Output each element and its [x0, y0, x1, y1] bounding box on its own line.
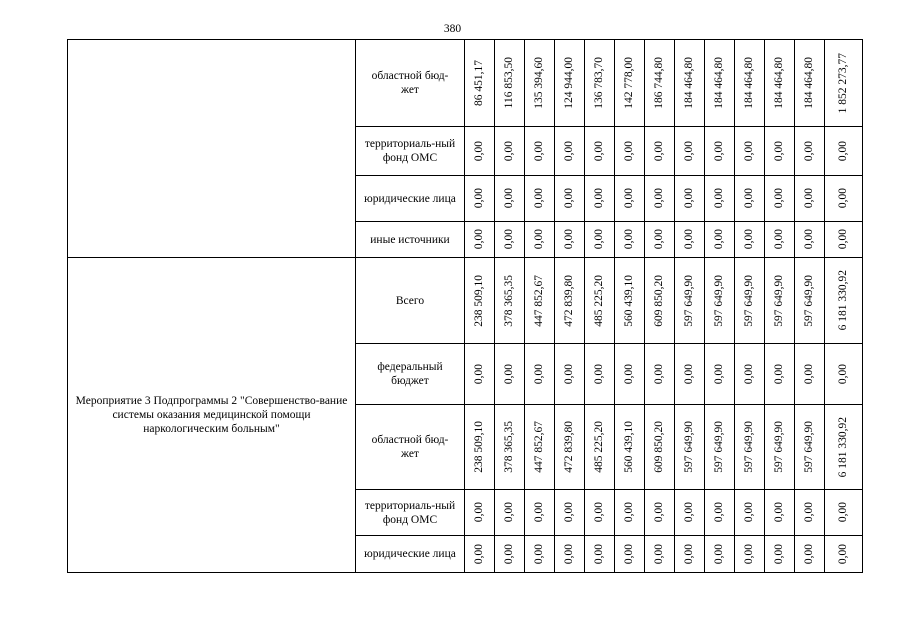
funding-source-label: территориаль-ный фонд ОМС	[364, 499, 456, 526]
amount-value: 0,00	[623, 363, 635, 385]
amount-value: 0,00	[837, 543, 849, 565]
funding-source-cell	[356, 405, 465, 490]
year-value-cell	[585, 258, 615, 344]
year-value-cell	[465, 344, 495, 405]
amount-value: 0,00	[653, 363, 665, 385]
year-value-cell	[615, 222, 645, 258]
amount-value: 186 744,80	[653, 57, 665, 109]
amount-value: 0,00	[533, 543, 545, 565]
year-value-cell	[585, 176, 615, 222]
year-value-cell	[465, 127, 495, 176]
event-cell	[68, 258, 356, 573]
amount-value: 0,00	[503, 188, 515, 209]
event-cell	[68, 40, 356, 258]
year-value-cell	[675, 222, 705, 258]
amount-value: 0,00	[473, 140, 485, 162]
year-value-cell	[465, 405, 495, 490]
year-value-cell	[705, 222, 735, 258]
amount-value: 0,00	[743, 140, 755, 162]
amount-value: 0,00	[743, 229, 755, 250]
funding-source-cell	[356, 490, 465, 536]
amount-value: 597 649,90	[713, 421, 725, 473]
year-value-cell	[705, 176, 735, 222]
year-value-cell	[465, 176, 495, 222]
amount-value: 560 439,10	[623, 421, 635, 473]
amount-value: 597 649,90	[803, 274, 815, 327]
amount-value: 86 451,17	[473, 60, 485, 106]
year-value-cell	[675, 536, 705, 573]
funding-source-label: иные источники	[370, 233, 450, 246]
year-value-cell	[465, 258, 495, 344]
amount-value: 0,00	[683, 502, 695, 523]
event-name: Мероприятие 3 Подпрограммы 2 "Совершенство-вание системы оказания медицинской помощи наркологическим больным"	[75, 395, 348, 435]
amount-value: 0,00	[533, 363, 545, 385]
year-value-cell	[795, 490, 825, 536]
amount-value: 0,00	[623, 543, 635, 565]
amount-value: 238 509,10	[473, 421, 485, 473]
amount-value: 116 853,50	[503, 57, 515, 109]
amount-value: 0,00	[803, 502, 815, 523]
year-value-cell	[795, 258, 825, 344]
table-body	[68, 40, 863, 573]
amount-value: 609 850,20	[653, 274, 665, 327]
amount-value: 597 649,90	[773, 274, 785, 327]
year-value-cell	[585, 490, 615, 536]
year-value-cell	[645, 536, 675, 573]
year-value-cell	[675, 258, 705, 344]
funding-source-label: Всего	[395, 294, 425, 307]
year-value-cell	[525, 258, 555, 344]
amount-value: 135 394,60	[533, 57, 545, 109]
amount-value: 0,00	[533, 502, 545, 523]
amount-value: 0,00	[563, 363, 575, 385]
year-value-cell	[615, 490, 645, 536]
year-value-cell	[615, 127, 645, 176]
year-value-cell	[645, 40, 675, 127]
year-value-cell	[735, 405, 765, 490]
year-value-cell	[555, 490, 585, 536]
year-value-cell	[615, 258, 645, 344]
year-value-cell	[795, 40, 825, 127]
amount-value: 447 852,67	[533, 421, 545, 473]
page-number: 380	[443, 23, 462, 35]
funding-source-cell	[356, 258, 465, 344]
year-value-cell	[705, 344, 735, 405]
year-value-cell	[495, 536, 525, 573]
amount-value: 124 944,00	[563, 57, 575, 109]
year-value-cell	[675, 176, 705, 222]
amount-value: 597 649,90	[803, 421, 815, 473]
year-value-cell	[495, 176, 525, 222]
year-value-cell	[765, 536, 795, 573]
amount-value: 0,00	[803, 229, 815, 250]
amount-value: 0,00	[713, 188, 725, 209]
amount-value: 0,00	[563, 140, 575, 162]
year-value-cell	[525, 127, 555, 176]
year-value-cell	[585, 405, 615, 490]
amount-value: 0,00	[683, 140, 695, 162]
amount-value: 0,00	[773, 363, 785, 385]
amount-value: 0,00	[773, 502, 785, 523]
amount-value: 0,00	[623, 229, 635, 250]
amount-value: 0,00	[503, 229, 515, 250]
total-value-cell	[825, 40, 863, 127]
year-value-cell	[795, 222, 825, 258]
year-value-cell	[555, 222, 585, 258]
amount-value: 1 852 273,77	[837, 52, 849, 114]
amount-value: 0,00	[743, 502, 755, 523]
amount-value: 597 649,90	[743, 274, 755, 327]
funding-source-label: федеральный бюджет	[377, 361, 443, 387]
amount-value: 0,00	[713, 363, 725, 385]
year-value-cell	[795, 176, 825, 222]
amount-value: 0,00	[533, 140, 545, 162]
year-value-cell	[495, 127, 525, 176]
amount-value: 184 464,80	[713, 57, 725, 109]
year-value-cell	[675, 344, 705, 405]
amount-value: 0,00	[563, 543, 575, 565]
year-value-cell	[615, 40, 645, 127]
amount-value: 0,00	[683, 188, 695, 209]
amount-value: 0,00	[623, 502, 635, 523]
year-value-cell	[675, 40, 705, 127]
amount-value: 0,00	[593, 543, 605, 565]
amount-value: 0,00	[743, 363, 755, 385]
amount-value: 0,00	[503, 363, 515, 385]
year-value-cell	[765, 344, 795, 405]
year-value-cell	[495, 490, 525, 536]
year-value-cell	[615, 176, 645, 222]
table-row	[68, 258, 863, 344]
year-value-cell	[735, 258, 765, 344]
amount-value: 485 225,20	[593, 421, 605, 473]
amount-value: 0,00	[773, 229, 785, 250]
amount-value: 0,00	[473, 363, 485, 385]
year-value-cell	[765, 176, 795, 222]
amount-value: 0,00	[473, 543, 485, 565]
amount-value: 472 839,80	[563, 274, 575, 327]
amount-value: 0,00	[593, 363, 605, 385]
year-value-cell	[495, 344, 525, 405]
year-value-cell	[585, 40, 615, 127]
amount-value: 0,00	[803, 363, 815, 385]
amount-value: 0,00	[593, 502, 605, 523]
total-value-cell	[825, 222, 863, 258]
year-value-cell	[705, 127, 735, 176]
funding-source-label: областной бюд-жет	[371, 434, 449, 460]
year-value-cell	[585, 344, 615, 405]
amount-value: 0,00	[683, 363, 695, 385]
year-value-cell	[675, 405, 705, 490]
amount-value: 184 464,80	[803, 57, 815, 109]
year-value-cell	[525, 176, 555, 222]
year-value-cell	[645, 222, 675, 258]
amount-value: 6 181 330,92	[837, 416, 849, 478]
amount-value: 472 839,80	[563, 421, 575, 473]
funding-source-cell	[356, 176, 465, 222]
amount-value: 378 365,35	[503, 274, 515, 327]
budget-table	[67, 39, 863, 573]
amount-value: 0,00	[563, 229, 575, 250]
funding-source-label: юридические лица	[364, 548, 456, 560]
total-value-cell	[825, 344, 863, 405]
amount-value: 0,00	[593, 140, 605, 162]
funding-source-label: областной бюд-жет	[371, 70, 449, 96]
year-value-cell	[495, 258, 525, 344]
year-value-cell	[765, 258, 795, 344]
funding-source-cell	[356, 222, 465, 258]
amount-value: 0,00	[803, 140, 815, 162]
year-value-cell	[795, 405, 825, 490]
amount-value: 0,00	[743, 188, 755, 209]
year-value-cell	[585, 536, 615, 573]
amount-value: 485 225,20	[593, 274, 605, 327]
year-value-cell	[555, 536, 585, 573]
year-value-cell	[735, 127, 765, 176]
year-value-cell	[525, 405, 555, 490]
year-value-cell	[735, 490, 765, 536]
amount-value: 238 509,10	[473, 274, 485, 327]
amount-value: 0,00	[473, 188, 485, 209]
amount-value: 6 181 330,92	[837, 270, 849, 331]
amount-value: 597 649,90	[773, 421, 785, 473]
year-value-cell	[585, 222, 615, 258]
year-value-cell	[585, 127, 615, 176]
amount-value: 0,00	[713, 502, 725, 523]
year-value-cell	[735, 344, 765, 405]
year-value-cell	[675, 127, 705, 176]
year-value-cell	[765, 490, 795, 536]
table-row	[68, 40, 863, 127]
year-value-cell	[645, 127, 675, 176]
amount-value: 0,00	[593, 188, 605, 209]
amount-value: 0,00	[593, 229, 605, 250]
amount-value: 0,00	[713, 140, 725, 162]
amount-value: 0,00	[683, 543, 695, 565]
total-value-cell	[825, 490, 863, 536]
total-value-cell	[825, 258, 863, 344]
amount-value: 0,00	[473, 229, 485, 250]
amount-value: 0,00	[563, 188, 575, 209]
year-value-cell	[555, 40, 585, 127]
amount-value: 0,00	[653, 229, 665, 250]
amount-value: 0,00	[837, 188, 849, 209]
amount-value: 447 852,67	[533, 274, 545, 327]
year-value-cell	[645, 490, 675, 536]
amount-value: 0,00	[533, 188, 545, 209]
amount-value: 597 649,90	[683, 274, 695, 327]
amount-value: 0,00	[713, 229, 725, 250]
year-value-cell	[465, 536, 495, 573]
year-value-cell	[765, 405, 795, 490]
year-value-cell	[495, 405, 525, 490]
amount-value: 0,00	[503, 140, 515, 162]
amount-value: 142 778,00	[623, 57, 635, 109]
amount-value: 597 649,90	[713, 274, 725, 327]
year-value-cell	[615, 536, 645, 573]
amount-value: 0,00	[503, 543, 515, 565]
total-value-cell	[825, 127, 863, 176]
year-value-cell	[645, 344, 675, 405]
funding-source-cell	[356, 344, 465, 405]
year-value-cell	[525, 40, 555, 127]
year-value-cell	[645, 258, 675, 344]
year-value-cell	[555, 127, 585, 176]
year-value-cell	[675, 490, 705, 536]
amount-value: 0,00	[803, 188, 815, 209]
year-value-cell	[765, 127, 795, 176]
year-value-cell	[465, 222, 495, 258]
year-value-cell	[555, 344, 585, 405]
total-value-cell	[825, 176, 863, 222]
total-value-cell	[825, 405, 863, 490]
amount-value: 0,00	[683, 229, 695, 250]
year-value-cell	[555, 405, 585, 490]
year-value-cell	[765, 40, 795, 127]
amount-value: 0,00	[837, 140, 849, 162]
year-value-cell	[465, 490, 495, 536]
year-value-cell	[705, 40, 735, 127]
year-value-cell	[795, 536, 825, 573]
year-value-cell	[645, 405, 675, 490]
funding-source-cell	[356, 127, 465, 176]
amount-value: 0,00	[773, 543, 785, 565]
amount-value: 560 439,10	[623, 274, 635, 327]
year-value-cell	[795, 344, 825, 405]
amount-value: 378 365,35	[503, 421, 515, 473]
funding-source-label: территориаль-ный фонд ОМС	[364, 138, 456, 164]
year-value-cell	[735, 222, 765, 258]
year-value-cell	[705, 405, 735, 490]
year-value-cell	[525, 344, 555, 405]
year-value-cell	[765, 222, 795, 258]
funding-source-cell	[356, 536, 465, 573]
amount-value: 0,00	[503, 502, 515, 523]
amount-value: 0,00	[623, 188, 635, 209]
year-value-cell	[615, 344, 645, 405]
amount-value: 0,00	[473, 502, 485, 523]
amount-value: 0,00	[623, 140, 635, 162]
amount-value: 184 464,80	[743, 57, 755, 109]
year-value-cell	[645, 176, 675, 222]
total-value-cell	[825, 536, 863, 573]
year-value-cell	[705, 536, 735, 573]
year-value-cell	[555, 258, 585, 344]
amount-value: 597 649,90	[683, 421, 695, 473]
amount-value: 0,00	[653, 502, 665, 523]
amount-value: 0,00	[653, 188, 665, 209]
amount-value: 0,00	[803, 543, 815, 565]
amount-value: 184 464,80	[773, 57, 785, 109]
amount-value: 0,00	[533, 229, 545, 250]
year-value-cell	[465, 40, 495, 127]
year-value-cell	[705, 258, 735, 344]
funding-source-label: юридические лица	[364, 192, 456, 205]
amount-value: 0,00	[713, 543, 725, 565]
year-value-cell	[795, 127, 825, 176]
year-value-cell	[735, 40, 765, 127]
year-value-cell	[495, 40, 525, 127]
year-value-cell	[525, 490, 555, 536]
funding-source-cell	[356, 40, 465, 127]
amount-value: 0,00	[743, 543, 755, 565]
amount-value: 184 464,80	[683, 57, 695, 109]
year-value-cell	[525, 222, 555, 258]
amount-value: 0,00	[563, 502, 575, 523]
year-value-cell	[705, 490, 735, 536]
amount-value: 136 783,70	[593, 57, 605, 109]
amount-value: 0,00	[837, 363, 849, 385]
amount-value: 0,00	[653, 543, 665, 565]
year-value-cell	[555, 176, 585, 222]
year-value-cell	[735, 536, 765, 573]
amount-value: 0,00	[653, 140, 665, 162]
amount-value: 0,00	[837, 229, 849, 250]
amount-value: 0,00	[837, 502, 849, 523]
amount-value: 609 850,20	[653, 421, 665, 473]
amount-value: 597 649,90	[743, 421, 755, 473]
year-value-cell	[495, 222, 525, 258]
year-value-cell	[615, 405, 645, 490]
amount-value: 0,00	[773, 140, 785, 162]
amount-value: 0,00	[773, 188, 785, 209]
year-value-cell	[525, 536, 555, 573]
year-value-cell	[735, 176, 765, 222]
